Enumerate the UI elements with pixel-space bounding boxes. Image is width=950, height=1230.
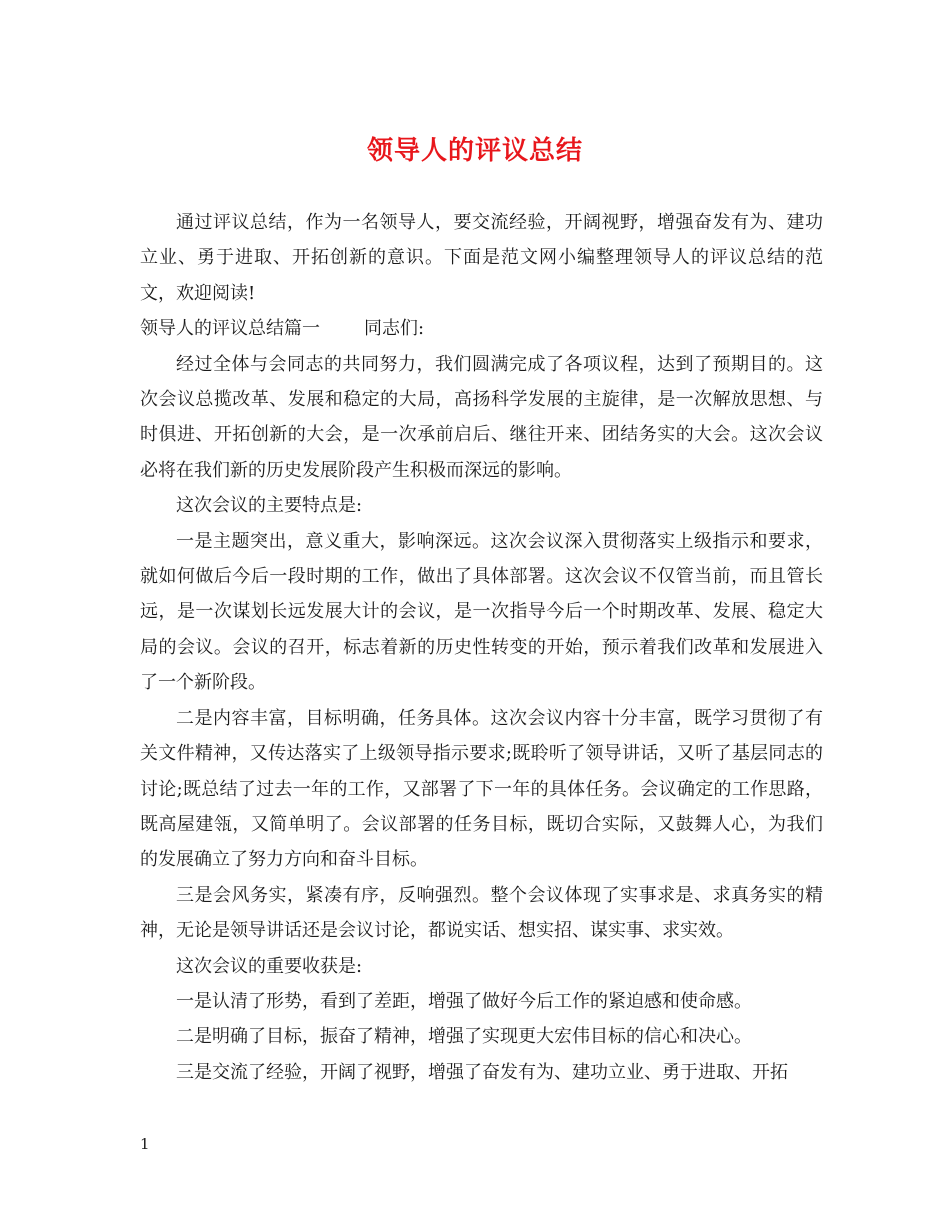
salutation: 同志们: xyxy=(364,318,425,340)
section-heading: 领导人的评议总结篇一 xyxy=(140,318,320,340)
body-paragraph: 三是会风务实，紧凑有序，反响强烈。整个会议体现了实事求是、求真务实的精神，无论是领导讲话还是会议讨论，都说实话、想实招、谋实事、求实效。 xyxy=(140,884,823,942)
body-paragraph: 二是明确了目标，振奋了精神，增强了实现更大宏伟目标的信心和决心。 xyxy=(176,1026,752,1048)
page-title: 领导人的评议总结 xyxy=(366,136,583,166)
document-body xyxy=(140,205,823,1090)
body-paragraph: 经过全体与会同志的共同努力，我们圆满完成了各项议程，达到了预期目的。这次会议总揽改革、发展和稳定的大局，高扬科学发展的主旋律，是一次解放思想、与时俱进、开拓创新的大会，是一次承前启后、继往开来、团结务实的大会。这次会议必将在我们新的历史发展阶段产生积极而深远的影响。 xyxy=(140,353,823,481)
body-paragraph: 一是主题突出，意义重大，影响深远。这次会议深入贯彻落实上级指示和要求，就如何做后今后一段时期的工作，做出了具体部署。这次会议不仅管当前，而且管长远，是一次谋划长远发展大计的会议，是一次指导今后一个时期改革、发展、稳定大局的会议。会议的召开，标志着新的历史性转变的开始，预示着我们改革和发展进入了一个新阶段。 xyxy=(140,530,823,694)
body-paragraph: 一是认清了形势，看到了差距，增强了做好今后工作的紧迫感和使命感。 xyxy=(176,990,752,1012)
page-number: 1 xyxy=(140,1135,150,1153)
body-paragraph: 这次会议的主要特点是: xyxy=(176,495,363,517)
body-paragraph: 二是内容丰富，目标明确，任务具体。这次会议内容十分丰富，既学习贯彻了有关文件精神，又传达落实了上级领导指示要求;既聆听了领导讲话，又听了基层同志的讨论;既总结了过去一年的工作，又部署了下一年的具体任务。会议确定的工作思路，既高屋建瓴，又简单明了。会议部署的任务目标，既切合实际，又鼓舞人心，为我们的发展确立了努力方向和奋斗目标。 xyxy=(140,707,823,871)
body-paragraph: 三是交流了经验，开阔了视野，增强了奋发有为、建功立业、勇于进取、开拓 xyxy=(176,1061,788,1083)
body-paragraph: 这次会议的重要收获是: xyxy=(176,955,363,977)
intro-paragraph: 通过评议总结，作为一名领导人，要交流经验，开阔视野，增强奋发有为、建功立业、勇于进取、开拓创新的意识。下面是范文网小编整理领导人的评议总结的范文，欢迎阅读! xyxy=(140,212,823,304)
section-heading-line xyxy=(140,311,823,346)
